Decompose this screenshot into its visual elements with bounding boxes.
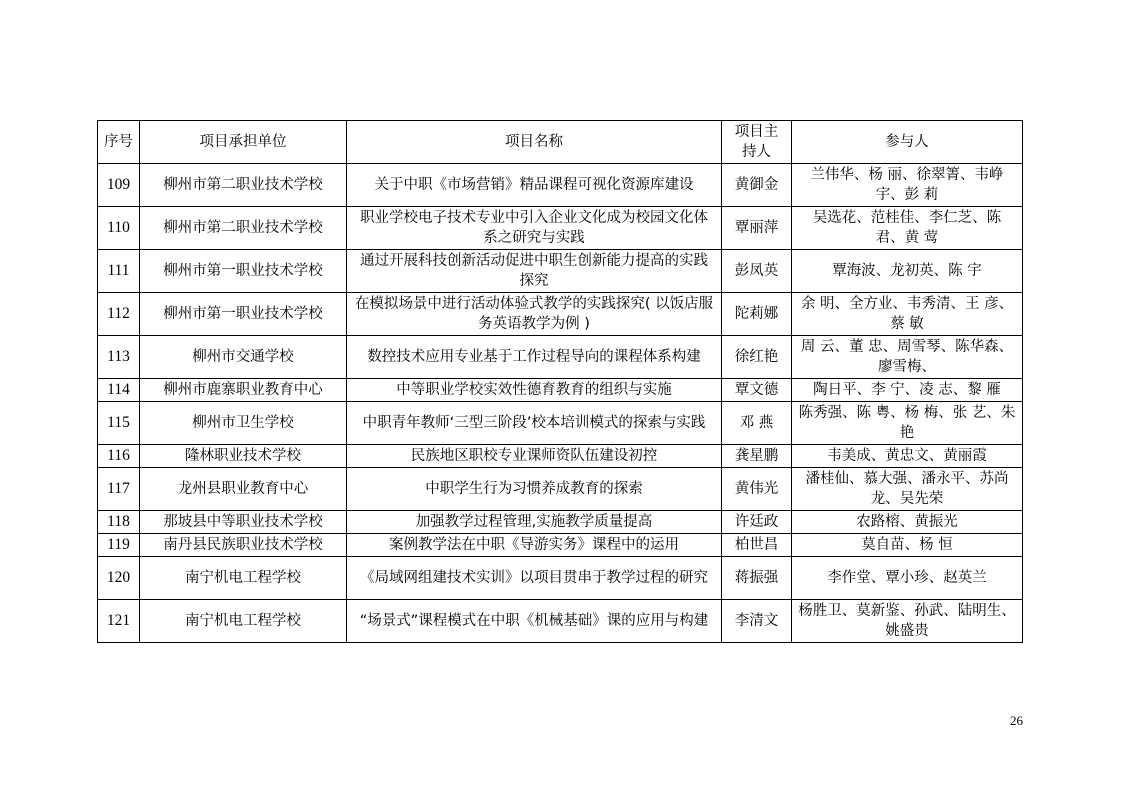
row-unit: 南丹县民族职业技术学校 — [140, 534, 347, 557]
row-project: 中职学生行为习惯养成教育的探索 — [347, 468, 722, 511]
row-host: 覃丽萍 — [722, 207, 792, 250]
row-host: 徐红艳 — [722, 336, 792, 379]
row-participants: 李作堂、覃小珍、赵英兰 — [792, 557, 1023, 600]
table-row — [98, 336, 1023, 379]
project-table — [97, 120, 1023, 643]
row-participants: 周 云、董 忠、周雪琴、陈华森、廖雪梅、 — [792, 336, 1023, 379]
row-number: 115 — [98, 402, 140, 445]
row-number: 119 — [98, 534, 140, 557]
row-participants: 余 明、全方业、韦秀清、王 彦、蔡 敏 — [792, 293, 1023, 336]
row-number: 114 — [98, 379, 140, 402]
row-number: 109 — [98, 164, 140, 207]
row-host: 李清文 — [722, 600, 792, 643]
row-unit: 那坡县中等职业技术学校 — [140, 511, 347, 534]
row-unit: 南宁机电工程学校 — [140, 557, 347, 600]
row-unit: 柳州市第二职业技术学校 — [140, 207, 347, 250]
table-row — [98, 379, 1023, 402]
row-number: 111 — [98, 250, 140, 293]
row-project: 在模拟场景中进行活动体验式教学的实践探究( 以饭店服务英语教学为例 ) — [347, 293, 722, 336]
table-row — [98, 511, 1023, 534]
row-host: 覃文德 — [722, 379, 792, 402]
row-project: 通过开展科技创新活动促进中职生创新能力提高的实践探究 — [347, 250, 722, 293]
row-participants: 兰伟华、杨 丽、徐翠箐、韦峥宇、彭 莉 — [792, 164, 1023, 207]
row-project: “场景式”课程模式在中职《机械基础》课的应用与构建 — [347, 600, 722, 643]
header-participants: 参与人 — [792, 121, 1023, 164]
row-host: 彭凤英 — [722, 250, 792, 293]
header-unit: 项目承担单位 — [140, 121, 347, 164]
table-row — [98, 293, 1023, 336]
row-number: 113 — [98, 336, 140, 379]
row-host: 许廷政 — [722, 511, 792, 534]
row-unit: 柳州市鹿寨职业教育中心 — [140, 379, 347, 402]
row-participants: 潘桂仙、慕大强、潘永平、苏尚龙、吴先荣 — [792, 468, 1023, 511]
header-project: 项目名称 — [347, 121, 722, 164]
row-unit: 隆林职业技术学校 — [140, 445, 347, 468]
row-number: 117 — [98, 468, 140, 511]
row-project: 案例教学法在中职《导游实务》课程中的运用 — [347, 534, 722, 557]
row-unit: 柳州市第一职业技术学校 — [140, 250, 347, 293]
row-project: 职业学校电子技术专业中引入企业文化成为校园文化体系之研究与实践 — [347, 207, 722, 250]
row-number: 121 — [98, 600, 140, 643]
row-unit: 柳州市交通学校 — [140, 336, 347, 379]
row-unit: 南宁机电工程学校 — [140, 600, 347, 643]
table-row — [98, 600, 1023, 643]
table-row — [98, 164, 1023, 207]
row-project: 《局域网组建技术实训》以项目贯串于教学过程的研究 — [347, 557, 722, 600]
row-participants: 莫自苗、杨 恒 — [792, 534, 1023, 557]
row-project: 中职青年教师‘三型三阶段’校本培训模式的探索与实践 — [347, 402, 722, 445]
row-participants: 陶日平、李 宁、凌 志、黎 雁 — [792, 379, 1023, 402]
table-row — [98, 445, 1023, 468]
page-number: 26 — [1010, 713, 1023, 728]
row-host: 柏世昌 — [722, 534, 792, 557]
row-number: 116 — [98, 445, 140, 468]
row-unit: 柳州市卫生学校 — [140, 402, 347, 445]
row-participants: 吴选花、范桂佳、李仁芝、陈 君、黄 莺 — [792, 207, 1023, 250]
row-host: 蒋振强 — [722, 557, 792, 600]
table-row — [98, 402, 1023, 445]
row-host: 邓 燕 — [722, 402, 792, 445]
row-host: 黄御金 — [722, 164, 792, 207]
row-number: 120 — [98, 557, 140, 600]
header-host: 项目主持人 — [722, 121, 792, 164]
row-host: 龚星鹏 — [722, 445, 792, 468]
row-project: 民族地区职校专业课师资队伍建设初控 — [347, 445, 722, 468]
row-participants: 农路榕、黄振光 — [792, 511, 1023, 534]
table-row — [98, 468, 1023, 511]
table-row — [98, 250, 1023, 293]
table-row — [98, 557, 1023, 600]
row-host: 黄伟光 — [722, 468, 792, 511]
row-project: 数控技术应用专业基于工作过程导向的课程体系构建 — [347, 336, 722, 379]
row-project: 中等职业学校实效性德育教育的组织与实施 — [347, 379, 722, 402]
row-number: 112 — [98, 293, 140, 336]
row-participants: 覃海波、龙初英、陈 宇 — [792, 250, 1023, 293]
row-participants: 韦美成、黄忠文、黄丽霞 — [792, 445, 1023, 468]
row-number: 118 — [98, 511, 140, 534]
row-host: 陀莉娜 — [722, 293, 792, 336]
header-index: 序号 — [98, 121, 140, 164]
row-participants: 陈秀强、陈 粤、杨 梅、张 艺、朱 艳 — [792, 402, 1023, 445]
row-project: 关于中职《市场营销》精品课程可视化资源库建设 — [347, 164, 722, 207]
row-unit: 柳州市第二职业技术学校 — [140, 164, 347, 207]
row-unit: 柳州市第一职业技术学校 — [140, 293, 347, 336]
header-row — [98, 121, 1023, 164]
row-project: 加强教学过程管理,实施教学质量提高 — [347, 511, 722, 534]
table-row — [98, 534, 1023, 557]
row-unit: 龙州县职业教育中心 — [140, 468, 347, 511]
table-row — [98, 207, 1023, 250]
row-participants: 杨胜卫、莫新鉴、孙武、陆明生、姚盛贵 — [792, 600, 1023, 643]
row-number: 110 — [98, 207, 140, 250]
